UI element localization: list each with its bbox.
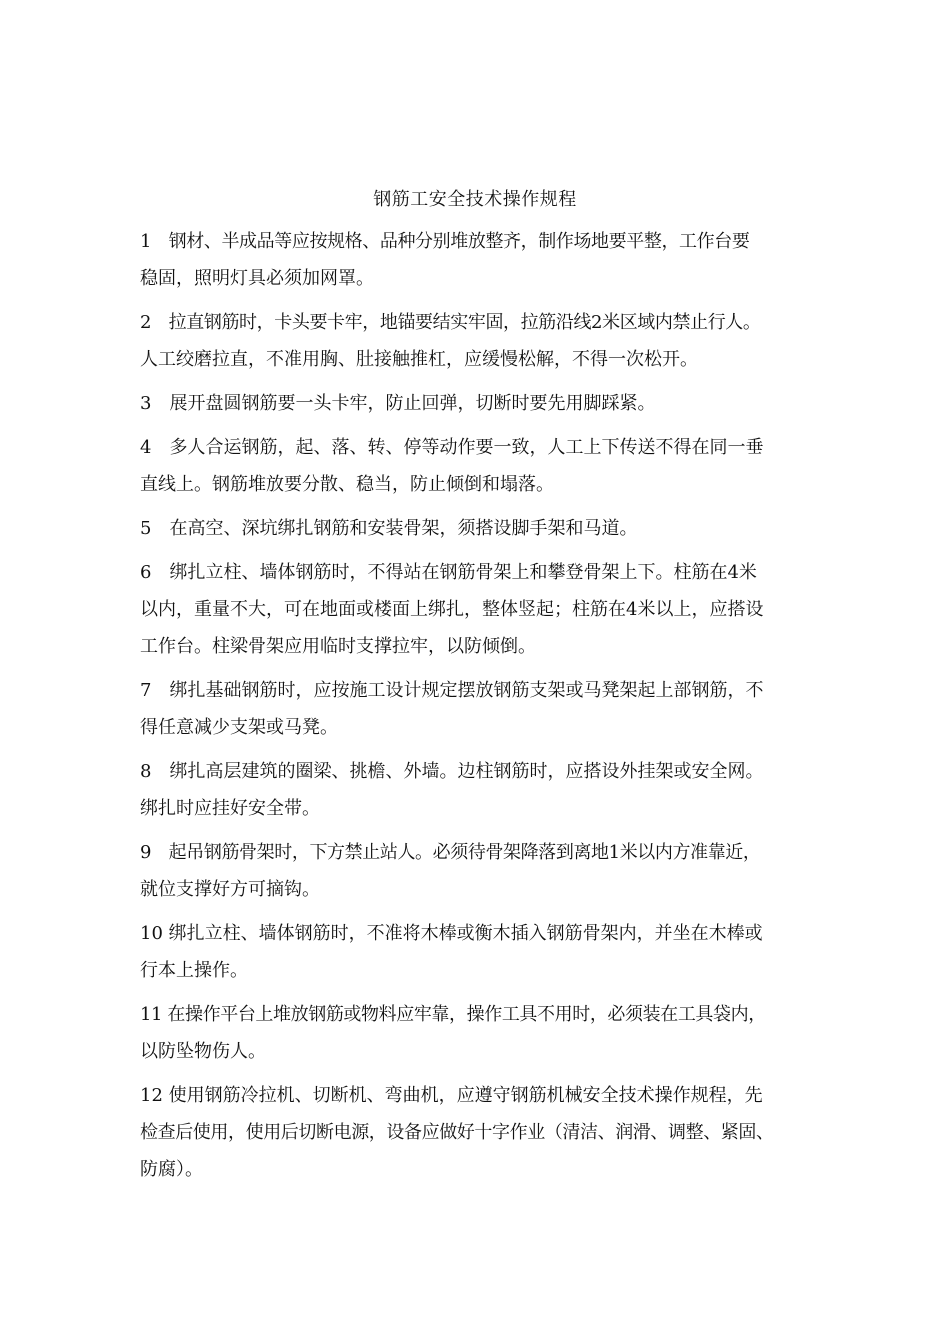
paragraph-line: 得任意减少支架或马凳。 <box>140 717 338 738</box>
paragraph-line: 直线上。钢筋堆放要分散、稳当，防止倾倒和塌落。 <box>140 474 554 495</box>
paragraph-line: 6 绑扎立柱、墙体钢筋时，不得站在钢筋骨架上和攀登骨架上下。柱筋在4米 <box>140 562 757 583</box>
paragraph-line: 11 在操作平台上堆放钢筋或物料应牢靠，操作工具不用时，必须装在工具袋内， <box>140 1004 766 1025</box>
paragraph-line: 以内，重量不大，可在地面或楼面上绑扎，整体竖起；柱筋在4米以上，应搭设 <box>140 599 764 620</box>
paragraph-line: 1 钢材、半成品等应按规格、品种分别堆放整齐，制作场地要平整，工作台要 <box>140 231 750 252</box>
paragraph-line: 防腐）。 <box>140 1159 203 1180</box>
paragraph-line: 9 起吊钢筋骨架时，下方禁止站人。必须待骨架降落到离地1米以内方准靠近， <box>140 842 761 863</box>
paragraph-line: 行本上操作。 <box>140 960 248 981</box>
paragraph-line: 工作台。柱梁骨架应用临时支撑拉牢，以防倾倒。 <box>140 636 536 657</box>
paragraph-line: 人工绞磨拉直，不准用胸、肚接触推杠，应缓慢松解，不得一次松开。 <box>140 349 698 370</box>
paragraph-line: 就位支撑好方可摘钩。 <box>140 879 320 900</box>
paragraph-line: 4 多人合运钢筋，起、落、转、停等动作要一致，人工上下传送不得在同一垂 <box>140 437 764 458</box>
paragraph-line: 检查后使用，使用后切断电源，设备应做好十字作业（清洁、润滑、调整、紧固、 <box>140 1122 774 1143</box>
paragraph-line: 2 拉直钢筋时，卡头要卡牢，地锚要结实牢固，拉筋沿线2米区域内禁止行人。 <box>140 312 761 333</box>
paragraph-line: 绑扎时应挂好安全带。 <box>140 798 320 819</box>
document-body <box>140 229 830 1194</box>
paragraph-line: 以防坠物伤人。 <box>140 1041 266 1062</box>
paragraph-line: 5 在高空、深坑绑扎钢筋和安装骨架，须搭设脚手架和马道。 <box>140 518 638 539</box>
paragraph-line: 3 展开盘圆钢筋要一头卡牢，防止回弹，切断时要先用脚踩紧。 <box>140 393 656 414</box>
paragraph-line: 12 使用钢筋冷拉机、切断机、弯曲机，应遵守钢筋机械安全技术操作规程，先 <box>140 1085 763 1106</box>
document-title: 钢筋工安全技术操作规程 <box>373 189 577 210</box>
paragraph-line: 8 绑扎高层建筑的圈梁、挑檐、外墙。边柱钢筋时，应搭设外挂架或安全网。 <box>140 761 764 782</box>
paragraph-line: 7 绑扎基础钢筋时，应按施工设计规定摆放钢筋支架或马凳架起上部钢筋，不 <box>140 680 764 701</box>
paragraph-line: 10 绑扎立柱、墙体钢筋时，不准将木棒或衡木插入钢筋骨架内，并坐在木棒或 <box>140 923 763 944</box>
paragraph-line: 稳固，照明灯具必须加网罩。 <box>140 268 374 289</box>
